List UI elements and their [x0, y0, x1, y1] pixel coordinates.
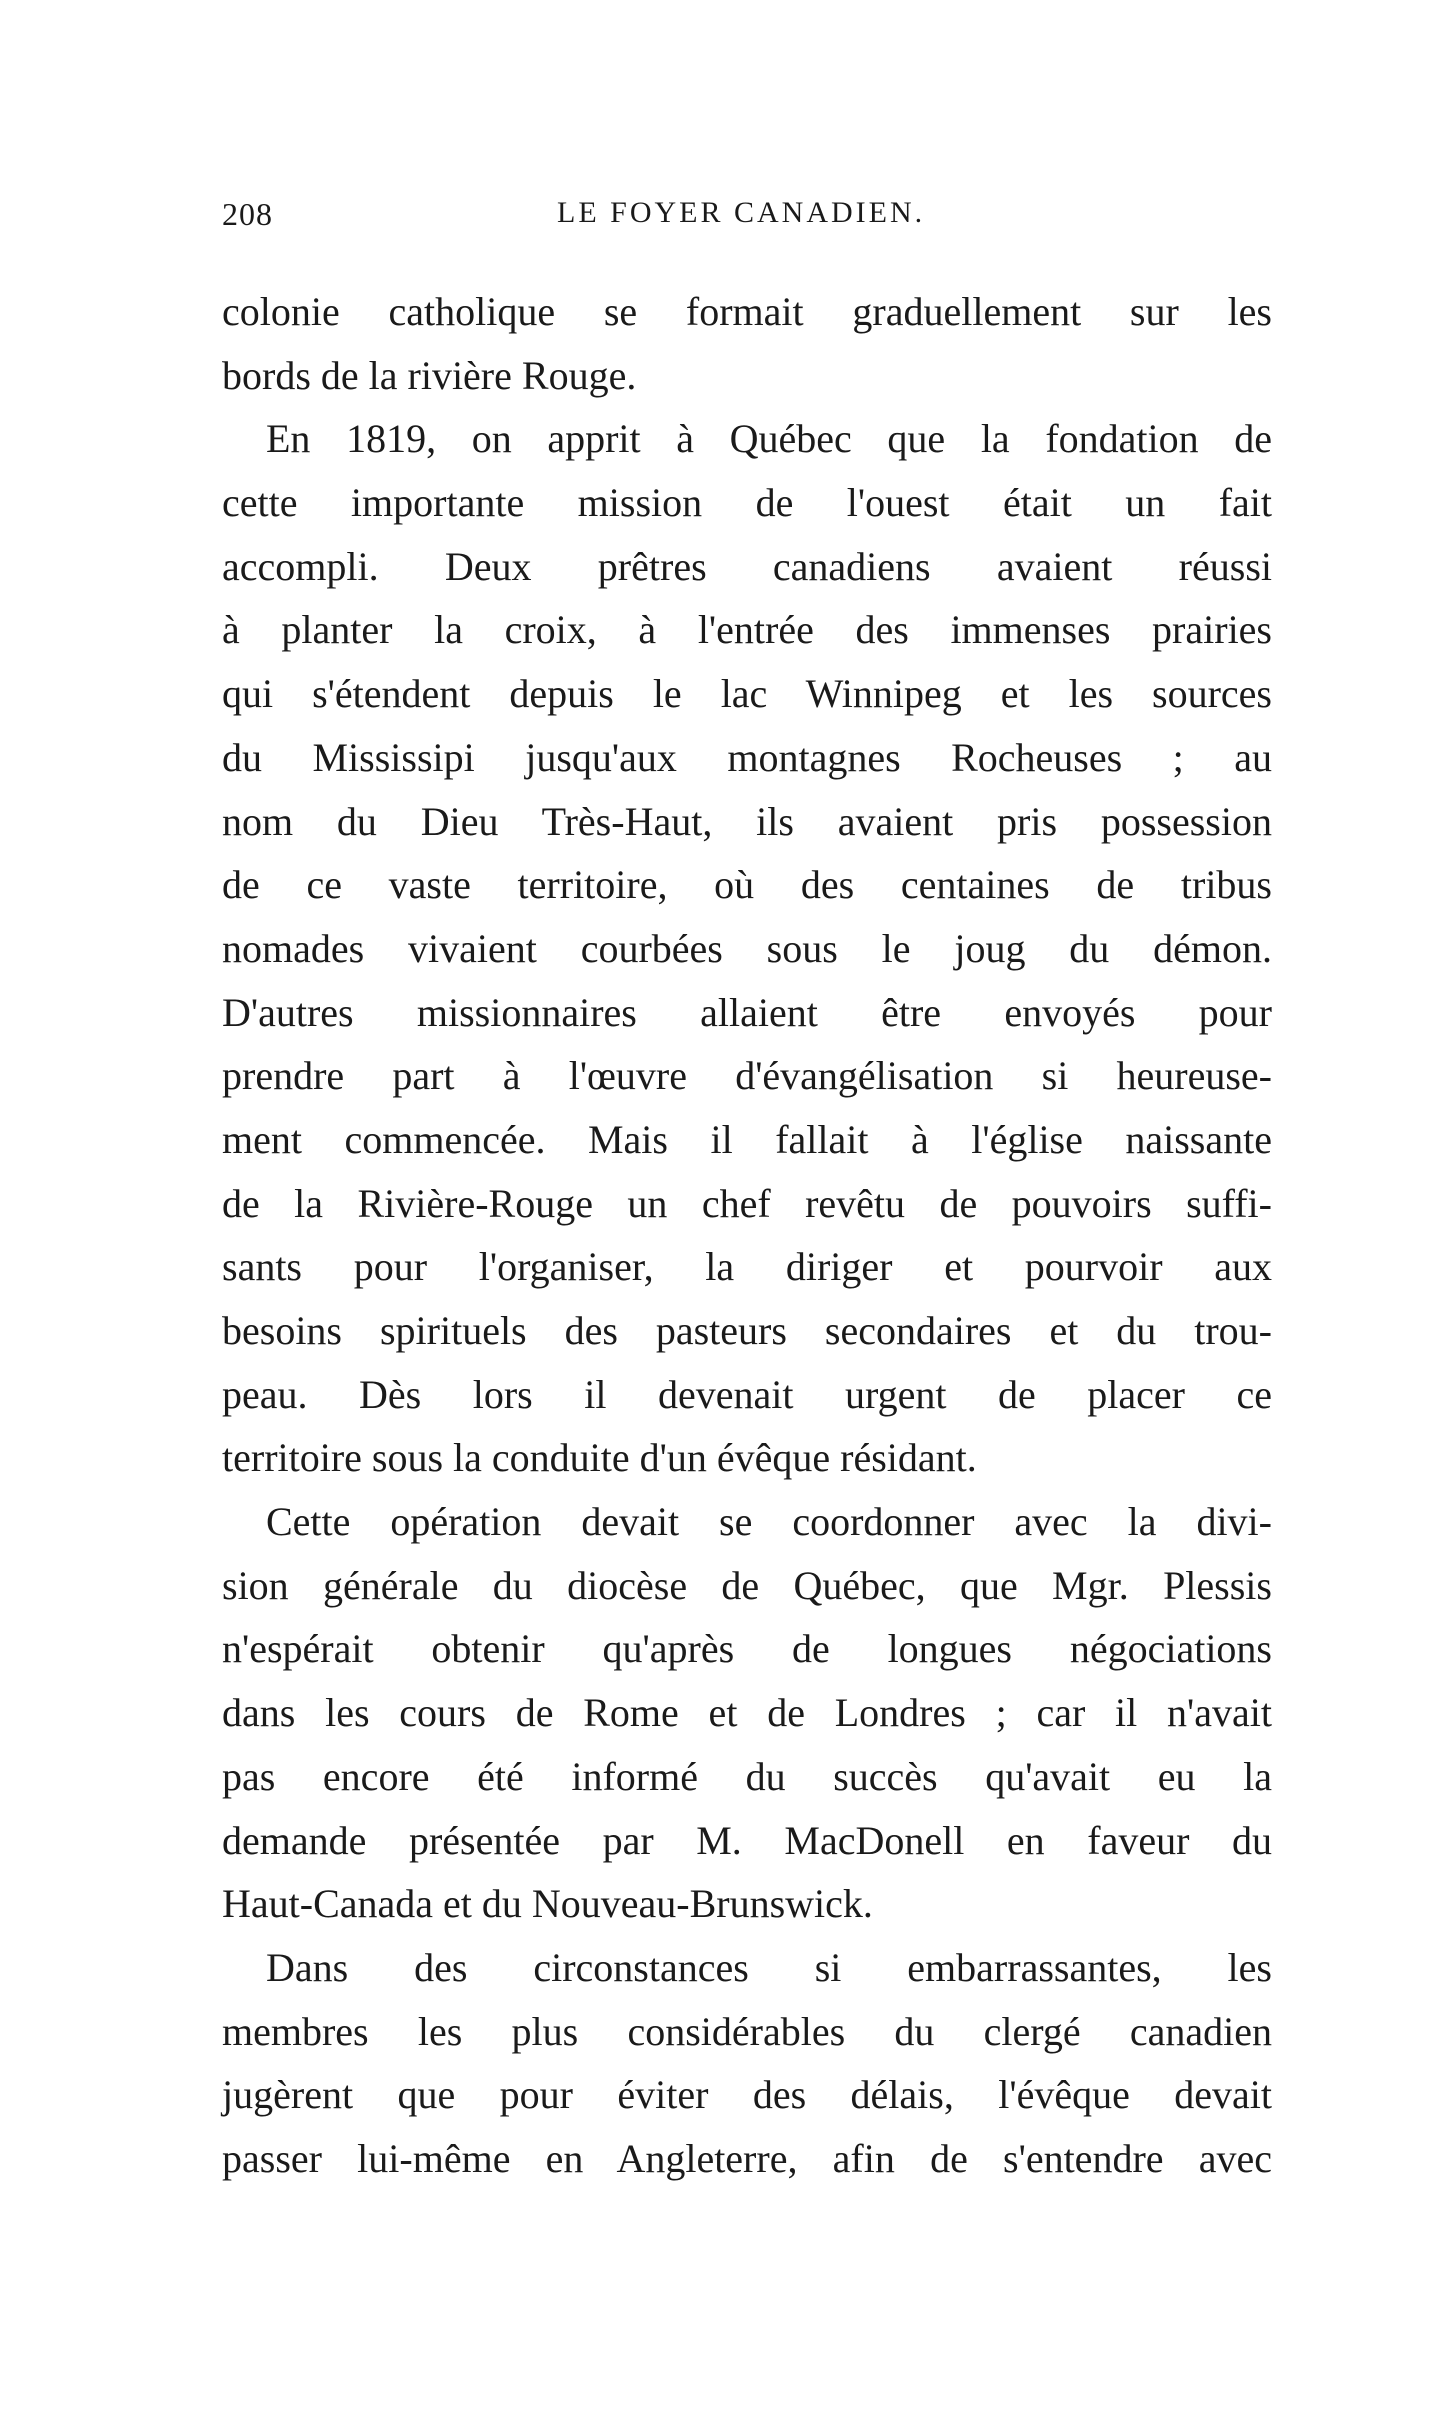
text-line: prendre part à l'œuvre d'évangélisation si heureuse-	[222, 1053, 1272, 1099]
text-line: bords de la rivière Rouge.	[222, 352, 637, 398]
text-line: membres les plus considérables du clergé canadien	[222, 2008, 1272, 2054]
text-line: dans les cours de Rome et de Londres ; car il n'avait	[222, 1690, 1272, 1736]
body-text	[222, 280, 1272, 2191]
text-line: du Mississipi jusqu'aux montagnes Rocheuses ; au	[222, 734, 1272, 780]
text-line: En 1819, on apprit à Québec que la fondation de	[266, 416, 1272, 462]
text-line: territoire sous la conduite d'un évêque résidant.	[222, 1435, 977, 1481]
text-line: sants pour l'organiser, la diriger et pourvoir aux	[222, 1244, 1272, 1290]
text-line: n'espérait obtenir qu'après de longues négociations	[222, 1626, 1272, 1672]
text-line: nom du Dieu Très-Haut, ils avaient pris possession	[222, 798, 1272, 844]
text-line: qui s'étendent depuis le lac Winnipeg et les sources	[222, 671, 1272, 717]
page-number: 208	[222, 196, 273, 232]
text-line: Haut-Canada et du Nouveau-Brunswick.	[222, 1881, 873, 1927]
text-line: cette importante mission de l'ouest était un fait	[222, 480, 1272, 526]
text-line: de la Rivière-Rouge un chef revêtu de pouvoirs suffi-	[222, 1180, 1272, 1226]
text-line: pas encore été informé du succès qu'avait eu la	[222, 1753, 1272, 1799]
text-line: ment commencée. Mais il fallait à l'église naissante	[222, 1116, 1272, 1162]
text-line: de ce vaste territoire, où des centaines de tribus	[222, 862, 1272, 908]
text-line: nomades vivaient courbées sous le joug du démon.	[222, 925, 1272, 971]
text-line: Dans des circonstances si embarrassantes, les	[266, 1944, 1272, 1990]
text-line: à planter la croix, à l'entrée des immenses prairies	[222, 607, 1272, 653]
text-line: sion générale du diocèse de Québec, que Mgr. Plessis	[222, 1562, 1272, 1608]
text-line: colonie catholique se formait graduellement sur les	[222, 289, 1272, 334]
running-head	[222, 196, 1272, 246]
running-title: LE FOYER CANADIEN.	[557, 196, 926, 229]
text-line: demande présentée par M. MacDonell en faveur du	[222, 1817, 1272, 1863]
text-line: peau. Dès lors il devenait urgent de placer ce	[222, 1371, 1272, 1417]
text-line: passer lui-même en Angleterre, afin de s'entendre avec	[222, 2135, 1272, 2181]
text-line: accompli. Deux prêtres canadiens avaient réussi	[222, 543, 1272, 589]
text-line: besoins spirituels des pasteurs secondaires et du trou-	[222, 1308, 1272, 1353]
text-line: D'autres missionnaires allaient être envoyés pour	[222, 989, 1272, 1035]
text-line: Cette opération devait se coordonner avec la divi-	[266, 1499, 1272, 1545]
text-line: jugèrent que pour éviter des délais, l'évêque devait	[222, 2072, 1272, 2118]
